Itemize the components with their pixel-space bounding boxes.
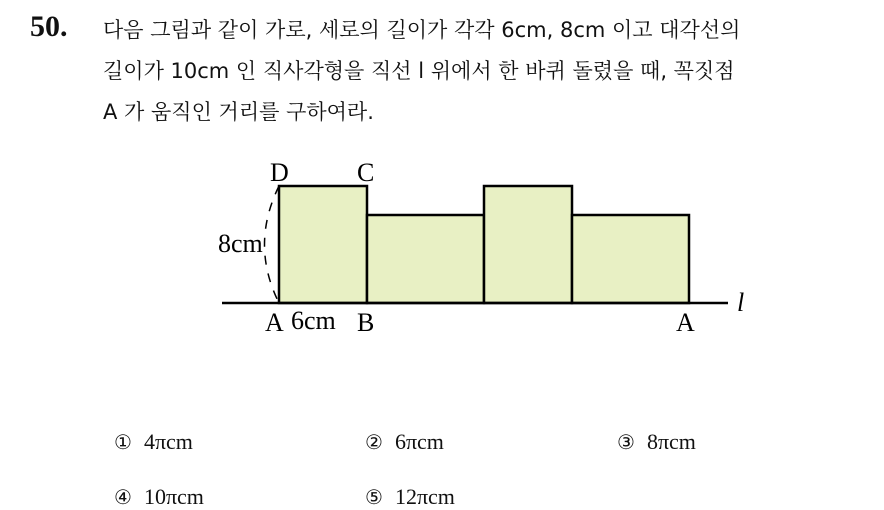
question-number: 50. — [30, 10, 68, 43]
choice-2[interactable] — [365, 429, 444, 455]
label-line-l: l — [737, 288, 745, 317]
rectangle-position-4 — [572, 215, 689, 303]
rectangle-position-1 — [279, 186, 367, 303]
choice-2-text: 6πcm — [394, 429, 444, 454]
label-A-end: A — [676, 308, 695, 337]
label-B: B — [357, 308, 375, 337]
label-8cm: 8cm — [218, 229, 263, 258]
choice-1[interactable] — [114, 429, 193, 455]
choice-1-mark: ① — [114, 430, 132, 454]
rectangle-position-3 — [484, 186, 572, 303]
choice-3[interactable] — [617, 429, 696, 455]
choice-4-mark: ④ — [114, 485, 132, 509]
choice-4-text: 10πcm — [143, 484, 204, 509]
choice-5-text: 12πcm — [394, 484, 455, 509]
question-text-line-3: A 가 움직인 거리를 구하여라. — [103, 100, 374, 124]
dashed-arc — [265, 186, 280, 303]
choice-3-mark: ③ — [617, 430, 635, 454]
choice-2-mark: ② — [365, 430, 383, 454]
choice-5[interactable] — [365, 484, 455, 510]
label-A-start: A — [265, 308, 284, 337]
question-text-line-1: 다음 그림과 같이 가로, 세로의 길이가 각각 6cm, 8cm 이고 대각선의 — [103, 18, 741, 42]
choice-1-text: 4πcm — [143, 429, 193, 454]
rectangle-position-2 — [367, 215, 484, 303]
choice-3-text: 8πcm — [646, 429, 696, 454]
question-text-line-2: 길이가 10cm 인 직사각형을 직선 l 위에서 한 바퀴 돌렸을 때, 꼭짓점 — [103, 59, 735, 83]
choice-5-mark: ⑤ — [365, 485, 383, 509]
label-6cm: 6cm — [291, 306, 336, 335]
label-D: D — [270, 158, 289, 187]
label-C: C — [357, 158, 375, 187]
choice-4[interactable] — [114, 484, 204, 510]
